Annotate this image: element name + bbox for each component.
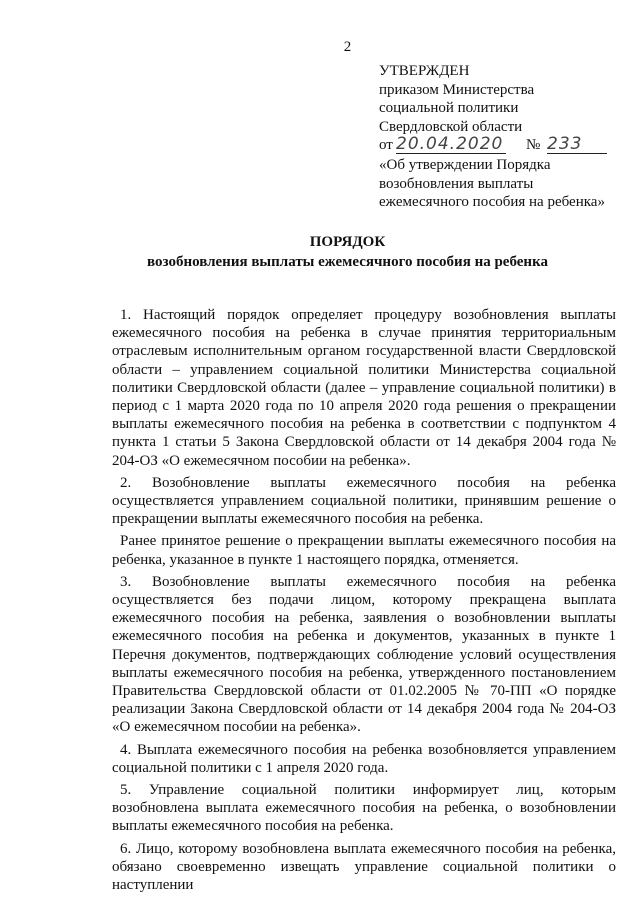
- date-prefix: от: [379, 137, 393, 153]
- paragraph-text: 4. Выплата ежемесячного пособия на ребенка возобновляется управлением социальной политики с 1 апреля 2020 года.: [112, 741, 616, 776]
- paragraph-text: Ранее принятое решение о прекращении выплаты ежемесячного пособия на ребенка, указанное в пункте 1 настоящего порядка, отменяется.: [112, 533, 616, 568]
- paragraph-text: 3. Возобновление выплаты ежемесячного пособия на ребенка осуществляется без подачи лицом, которому прекращена выплата ежемесячного пособия на ребенка, заявления о возобновлении выплаты ежемесячного пособия на ребенка и документов, указанных в пункте 1 Перечня документов, подтверждающих соблюдение условий осуществления выплаты ежемесячного пособия на ребенка, утвержденного постановлением Правительства Свердловской области от 01.02.2005 № 70-ПП «О порядке реализации Закона Свердловской области от 14 декабря 2004 года № 204-ОЗ «О ежемесячном пособии на ребенка».: [112, 573, 616, 736]
- approval-heading: УТВЕРЖДЕН: [379, 63, 470, 79]
- number-prefix: №: [526, 137, 541, 153]
- approval-order-title: ежемесячного пособия на ребенка»: [379, 194, 605, 210]
- paragraph: [112, 474, 616, 529]
- paragraph-text: 1. Настоящий порядок определяет процедуру возобновления выплаты ежемесячного пособия на ребенка в случае принятия территориальным отраслевым исполнительным органом государственной власти Свердловской области – управлением социальной политики Министерства социальной политики Свердловской области (далее – управление социальной политики) в период с 1 марта 2020 года по 10 апреля 2020 года решения о прекращении выплаты ежемесячного пособия на ребенка в соответствии с подпунктом 4 пункта 1 статьи 5 Закона Свердловской области от 14 декабря 2004 года № 204-ОЗ «О ежемесячном пособии на ребенка».: [112, 307, 616, 469]
- page-number: 2: [343, 39, 352, 55]
- approval-number-handwritten: 233: [547, 136, 607, 154]
- paragraph: [112, 532, 616, 568]
- approval-line: социальной политики: [379, 100, 519, 116]
- approval-order-title: «Об утверждении Порядка: [379, 157, 551, 173]
- paragraph: [112, 781, 616, 836]
- paragraph: [112, 573, 616, 737]
- document-subtitle: возобновления выплаты ежемесячного пособия на ребенка: [147, 254, 548, 270]
- paragraph-text: 5. Управление социальной политики информирует лиц, которым возобновлена выплата ежемесячного пособия на ребенка, о возобновлении выплаты ежемесячного пособия на ребенка.: [112, 782, 616, 835]
- approval-date-handwritten: 20.04.2020: [396, 136, 506, 154]
- paragraph: [112, 840, 616, 895]
- approval-line: Свердловской области: [379, 118, 523, 135]
- paragraph: [112, 306, 616, 470]
- approval-line: приказом Министерства: [379, 81, 535, 98]
- paragraph-text: 2. Возобновление выплаты ежемесячного пособия на ребенка осуществляется управлением социальной политики, принявшим решение о прекращении выплаты ежемесячного пособия на ребенка.: [112, 474, 616, 528]
- approval-date-row: [379, 136, 629, 156]
- paragraph-text: 6. Лицо, которому возобновлена выплата ежемесячного пособия на ребенка, обязано своевременно извещать управление социальной политики о наступлении: [112, 840, 616, 894]
- document-body: [112, 306, 616, 898]
- paragraph: [112, 741, 616, 777]
- approval-order-title: возобновления выплаты: [379, 175, 534, 192]
- approval-block: [379, 62, 629, 212]
- document-title: ПОРЯДОК: [309, 234, 386, 250]
